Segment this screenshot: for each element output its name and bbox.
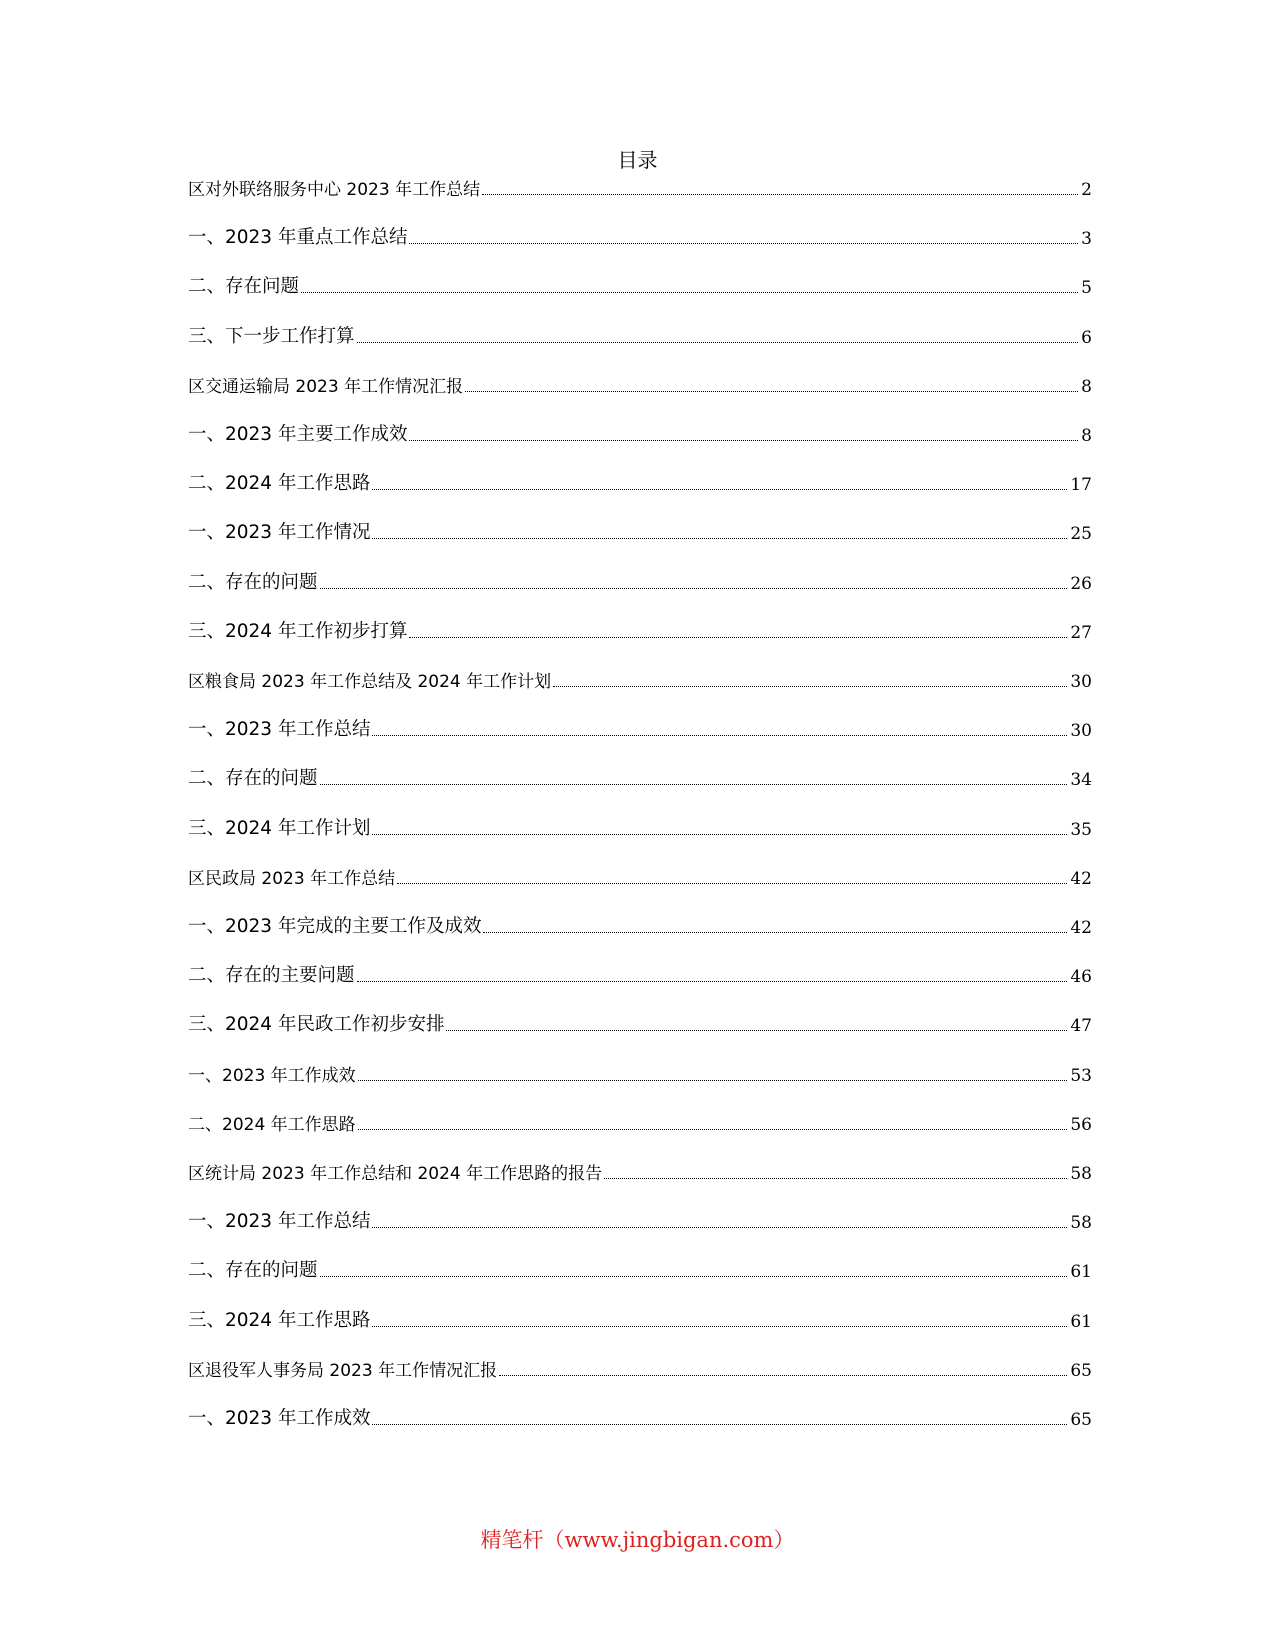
toc-entry[interactable] — [188, 465, 1092, 495]
toc-page-number: 30 — [1070, 721, 1092, 741]
dot-leader — [372, 735, 1067, 736]
toc-entry-text: 区对外联络服务中心 2023 年工作总结 — [188, 180, 481, 200]
dot-leader — [372, 834, 1067, 835]
toc-page-number: 56 — [1070, 1115, 1092, 1135]
dot-leader — [499, 1375, 1067, 1376]
toc-entry[interactable] — [188, 170, 1092, 200]
dot-leader — [372, 489, 1067, 490]
dot-leader — [482, 194, 1078, 195]
toc-entry[interactable] — [188, 318, 1092, 348]
toc-entry[interactable] — [188, 1203, 1092, 1233]
toc-page-number: 58 — [1070, 1164, 1092, 1184]
toc-page-number: 6 — [1081, 328, 1092, 348]
toc-page-number: 17 — [1070, 475, 1092, 495]
toc-page-number: 61 — [1070, 1312, 1092, 1332]
toc-entry-text: 二、存在的问题 — [188, 768, 318, 789]
dot-leader — [301, 292, 1078, 293]
dot-leader — [372, 1227, 1067, 1228]
dot-leader — [553, 686, 1067, 687]
dot-leader — [397, 883, 1067, 884]
dot-leader — [409, 243, 1078, 244]
toc-entry[interactable] — [188, 416, 1092, 446]
toc-entry[interactable] — [188, 908, 1092, 938]
toc-page-number: 47 — [1070, 1016, 1092, 1036]
toc-entry[interactable] — [188, 1252, 1092, 1282]
dot-leader — [372, 1326, 1067, 1327]
toc-entry[interactable] — [188, 760, 1092, 790]
toc-page-number: 30 — [1070, 672, 1092, 692]
toc-entry[interactable] — [188, 662, 1092, 692]
page-title: 目录 — [617, 148, 658, 172]
toc-entry[interactable] — [188, 957, 1092, 987]
toc-entry-text: 一、2023 年完成的主要工作及成效 — [188, 916, 482, 937]
toc-page-number: 42 — [1070, 918, 1092, 938]
toc-entry[interactable] — [188, 514, 1092, 544]
toc-entry[interactable] — [188, 1006, 1092, 1036]
toc-entry-text: 二、2024 年工作思路 — [188, 473, 371, 494]
toc-entry-text: 一、2023 年工作总结 — [188, 719, 371, 740]
dot-leader — [483, 932, 1067, 933]
toc-entry-text: 区交通运输局 2023 年工作情况汇报 — [188, 377, 464, 397]
toc-entry[interactable] — [188, 1105, 1092, 1135]
dot-leader — [320, 588, 1068, 589]
toc-page-number: 46 — [1070, 967, 1092, 987]
toc-entry-text: 二、2024 年工作思路 — [188, 1115, 356, 1135]
dot-leader — [358, 1129, 1068, 1130]
toc-entry-text: 二、存在问题 — [188, 276, 300, 297]
toc-entry-text: 二、存在的主要问题 — [188, 965, 355, 986]
toc-page-number: 35 — [1070, 820, 1092, 840]
toc-entry-text: 区统计局 2023 年工作总结和 2024 年工作思路的报告 — [188, 1164, 603, 1184]
toc-entry-text: 三、下一步工作打算 — [188, 326, 355, 347]
toc-entry-text: 区粮食局 2023 年工作总结及 2024 年工作计划 — [188, 672, 552, 692]
toc-page-number: 8 — [1081, 426, 1092, 446]
dot-leader — [358, 1080, 1068, 1081]
toc-entry-text: 一、2023 年工作成效 — [188, 1408, 371, 1429]
toc-page-number: 5 — [1081, 278, 1092, 298]
toc-page-number: 61 — [1070, 1262, 1092, 1282]
dot-leader — [604, 1178, 1067, 1179]
toc-entry-text: 一、2023 年工作情况 — [188, 522, 371, 543]
footer-watermark: 精笔杆（www.jingbigan.com） — [480, 1528, 795, 1552]
toc-page-number: 65 — [1070, 1361, 1092, 1381]
dot-leader — [320, 784, 1068, 785]
toc-entry-text: 区退役军人事务局 2023 年工作情况汇报 — [188, 1361, 498, 1381]
toc-entry[interactable] — [188, 564, 1092, 594]
toc-entry[interactable] — [188, 613, 1092, 643]
toc-entry[interactable] — [188, 367, 1092, 397]
toc-entry[interactable] — [188, 859, 1092, 889]
toc-entry[interactable] — [188, 1302, 1092, 1332]
toc-entry[interactable] — [188, 1154, 1092, 1184]
dot-leader — [320, 1276, 1068, 1277]
toc-entry-text: 一、2023 年重点工作总结 — [188, 227, 408, 248]
dot-leader — [372, 538, 1067, 539]
toc-page-number: 42 — [1070, 869, 1092, 889]
toc-entry-text: 区民政局 2023 年工作总结 — [188, 869, 396, 889]
toc-entry-text: 三、2024 年工作计划 — [188, 818, 371, 839]
toc-page-number: 2 — [1081, 180, 1092, 200]
toc-entry[interactable] — [188, 1400, 1092, 1430]
dot-leader — [409, 440, 1078, 441]
toc-page-number: 8 — [1081, 377, 1092, 397]
toc-entry-text: 一、2023 年工作成效 — [188, 1066, 356, 1086]
toc-entry-text: 二、存在的问题 — [188, 572, 318, 593]
dot-leader — [372, 1424, 1067, 1425]
toc-entry-text: 二、存在的问题 — [188, 1260, 318, 1281]
toc-entry-text: 三、2024 年工作初步打算 — [188, 621, 408, 642]
toc-page-number: 34 — [1070, 770, 1092, 790]
toc-entry[interactable] — [188, 219, 1092, 249]
toc-page-number: 25 — [1070, 524, 1092, 544]
dot-leader — [357, 342, 1079, 343]
toc-entry[interactable] — [188, 268, 1092, 298]
toc-entry-text: 一、2023 年主要工作成效 — [188, 424, 408, 445]
toc-page-number: 53 — [1070, 1066, 1092, 1086]
toc-entry[interactable] — [188, 810, 1092, 840]
toc-entry-text: 一、2023 年工作总结 — [188, 1211, 371, 1232]
toc-entry-text: 三、2024 年工作思路 — [188, 1310, 371, 1331]
toc-page-number: 3 — [1081, 229, 1092, 249]
dot-leader — [357, 981, 1068, 982]
dot-leader — [465, 391, 1078, 392]
toc-entry-text: 三、2024 年民政工作初步安排 — [188, 1014, 445, 1035]
toc-entry[interactable] — [188, 711, 1092, 741]
toc-page-number: 27 — [1070, 623, 1092, 643]
dot-leader — [409, 637, 1067, 638]
toc-page-number: 58 — [1070, 1213, 1092, 1233]
toc-entry[interactable] — [188, 1351, 1092, 1381]
toc-page-number: 26 — [1070, 574, 1092, 594]
toc-page-number: 65 — [1070, 1410, 1092, 1430]
dot-leader — [446, 1030, 1067, 1031]
toc-entry[interactable] — [188, 1056, 1092, 1086]
